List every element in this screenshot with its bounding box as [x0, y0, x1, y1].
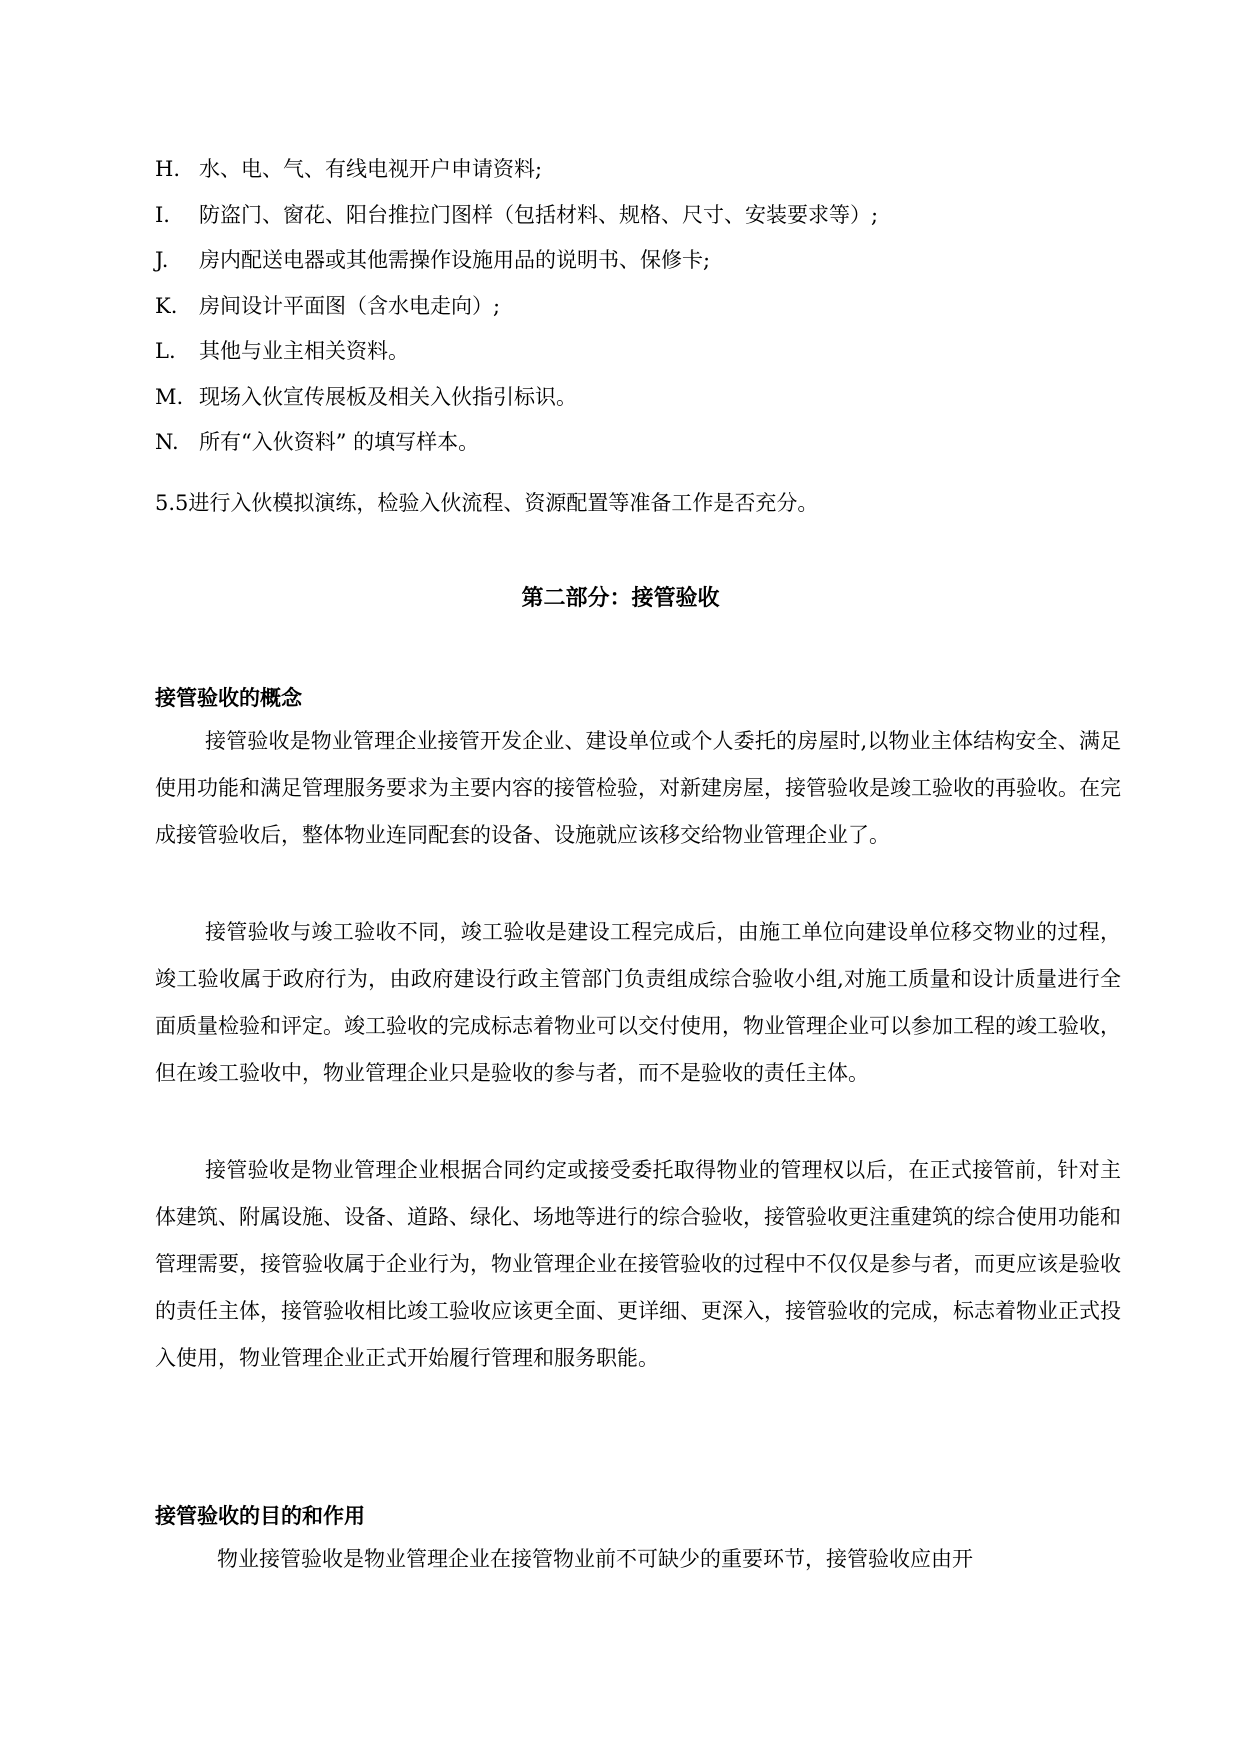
part-title: 第二部分：接管验收 [521, 585, 720, 611]
concept-paragraph-2: 接管验收与竣工验收不同，竣工验收是建设工程完成后，由施工单位向建设单位移交物业的过程，竣工验收属于政府行为，由政府建设行政主管部门负责组成综合验收小组,对施工质量和设计质量进行全面质量检验和评定。竣工验收的完成标志着物业可以交付使用，物业管理企业可以参加工程的竣工验收，但在竣工验收中，物业管理企业只是验收的参与者，而不是验收的责任主体。 [155, 920, 1121, 1085]
list-item-letter: I. [155, 202, 170, 227]
purpose-paragraph: 物业接管验收是物业管理企业在接管物业前不可缺少的重要环节，接管验收应由开 [217, 1547, 973, 1571]
list-item-letter: M. [155, 384, 184, 409]
list-item-text: 房间设计平面图（含水电走向）; [199, 293, 501, 318]
list-item-letter: L. [155, 339, 176, 363]
materials-list [155, 147, 1125, 466]
list-item [155, 193, 1125, 239]
concept-paragraph-1: 接管验收是物业管理企业接管开发企业、建设单位或个人委托的房屋时,以物业主体结构安全、满足使用功能和满足管理服务要求为主要内容的接管检验，对新建房屋，接管验收是竣工验收的再验收。在完成接管验收后，整体物业连同配套的设备、设施就应该移交给物业管理企业了。 [155, 729, 1121, 847]
list-item [155, 375, 1125, 421]
list-item-text: 所有“入伙资料” 的填写样本。 [199, 430, 480, 454]
list-item-text: 水、电、气、有线电视开户申请资料; [199, 157, 543, 181]
list-item-letter: H. [155, 157, 180, 181]
list-item-text: 房内配送电器或其他需操作设施用品的说明书、保修卡; [199, 248, 711, 272]
list-item-letter: K. [155, 293, 178, 318]
list-item [155, 238, 1125, 284]
list-item-letter: N. [155, 430, 179, 454]
list-item [155, 329, 1125, 375]
list-item-letter: J. [155, 248, 169, 272]
list-item [155, 147, 1125, 193]
purpose-heading: 接管验收的目的和作用 [155, 1503, 365, 1528]
step-5-5: 5.5进行入伙模拟演练，检验入伙流程、资源配置等准备工作是否充分。 [155, 491, 819, 515]
list-item-text: 其他与业主相关资料。 [199, 339, 409, 363]
list-item-text: 防盗门、窗花、阳台推拉门图样（包括材料、规格、尺寸、安装要求等）; [199, 202, 879, 227]
list-item [155, 420, 1125, 466]
concept-paragraph-3: 接管验收是物业管理企业根据合同约定或接受委托取得物业的管理权以后，在正式接管前，针对主体建筑、附属设施、设备、道路、绿化、场地等进行的综合验收，接管验收更注重建筑的综合使用功能和管理需要，接管验收属于企业行为，物业管理企业在接管验收的过程中不仅仅是参与者，而更应该是验收的责任主体，接管验收相比竣工验收应该更全面、更详细、更深入，接管验收的完成，标志着物业正式投入使用，物业管理企业正式开始履行管理和服务职能。 [155, 1158, 1121, 1370]
concept-heading: 接管验收的概念 [155, 685, 302, 710]
list-item-text: 现场入伙宣传展板及相关入伙指引标识。 [199, 384, 577, 409]
list-item [155, 284, 1125, 330]
